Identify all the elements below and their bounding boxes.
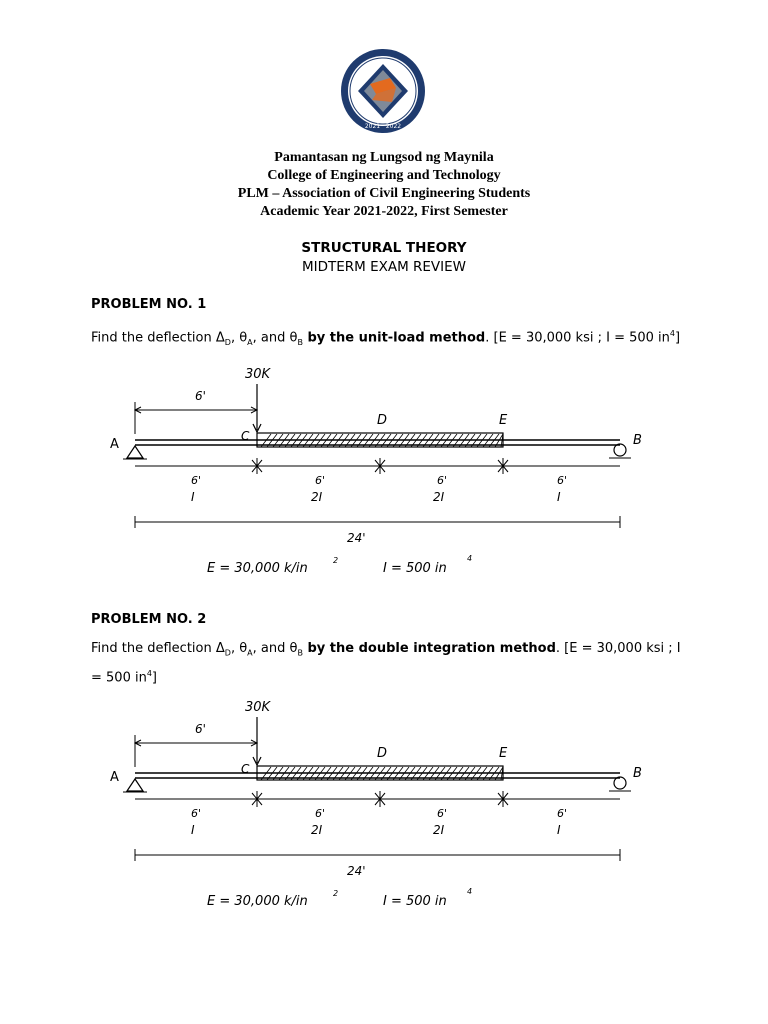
segment-1-length: 6' (191, 474, 202, 487)
point-a: A (110, 770, 119, 785)
segment-4-length: 6' (557, 474, 568, 487)
load-label: 30K (245, 700, 271, 715)
load-label: 30K (245, 367, 271, 382)
college-name: College of Engineering and Technology (267, 168, 501, 183)
point-b: B (633, 766, 642, 781)
problem-1-title: PROBLEM NO. 1 (91, 297, 207, 312)
dim-to-load: 6' (195, 722, 206, 736)
segment-2-length: 6' (315, 474, 326, 487)
problem-2-statement: Find the deflection $\Delta_D$, $\theta_A$, and $\theta_B$ by the double integration method. [E = 30,000 ksi ; I = 500 $in^4$] (91, 641, 681, 685)
inertia-label: I = 500 in (383, 561, 447, 576)
problem-1-beam-figure (110, 362, 685, 587)
dim-to-load: 6' (195, 389, 206, 403)
total-length: 24' (347, 531, 366, 545)
segment-4-inertia: I (557, 823, 561, 837)
university-name: Pamantasan ng Lungsod ng Maynila (274, 150, 494, 165)
modulus-label: E = 30,000 k/in (207, 561, 308, 576)
segment-2-inertia: 2I (311, 490, 323, 504)
point-a: A (110, 437, 119, 452)
segment-4-inertia: I (557, 490, 561, 504)
point-c: C (241, 762, 250, 776)
plm-aces-logo (340, 48, 426, 134)
problem-2-title: PROBLEM NO. 2 (91, 612, 207, 627)
segment-1-inertia: I (191, 490, 195, 504)
total-length: 24' (347, 864, 366, 878)
academic-year: Academic Year 2021-2022, First Semester (260, 204, 508, 219)
inertia-exp: 4 (467, 554, 473, 563)
segment-3-length: 6' (437, 474, 448, 487)
point-d: D (377, 413, 388, 428)
segment-1-length: 6' (191, 807, 202, 820)
association-name: PLM – Association of Civil Engineering Students (237, 186, 531, 201)
segment-3-inertia: 2I (433, 490, 445, 504)
point-e: E (499, 413, 508, 428)
segment-1-inertia: I (191, 823, 195, 837)
course-title: STRUCTURAL THEORY (301, 240, 467, 256)
svg-text:2021 · 2022: 2021 · 2022 (364, 123, 402, 130)
inertia-exp: 4 (467, 887, 473, 896)
modulus-exp: 2 (333, 889, 339, 898)
inertia-label: I = 500 in (383, 894, 447, 909)
point-b: B (633, 433, 642, 448)
point-c: C (241, 429, 250, 443)
modulus-exp: 2 (333, 556, 339, 565)
segment-2-length: 6' (315, 807, 326, 820)
segment-2-inertia: 2I (311, 823, 323, 837)
point-d: D (377, 746, 388, 761)
segment-3-length: 6' (437, 807, 448, 820)
segment-4-length: 6' (557, 807, 568, 820)
segment-3-inertia: 2I (433, 823, 445, 837)
modulus-label: E = 30,000 k/in (207, 894, 308, 909)
problem-2-beam-figure (110, 695, 685, 920)
point-e: E (499, 746, 508, 761)
problem-1-statement: Find the deflection $\Delta_D$, $\theta_A$, and $\theta_B$ by the unit-load method. [E = 30,000 ksi ; I = 500 $in^4$] (91, 329, 681, 347)
course-subtitle: MIDTERM EXAM REVIEW (301, 259, 467, 275)
